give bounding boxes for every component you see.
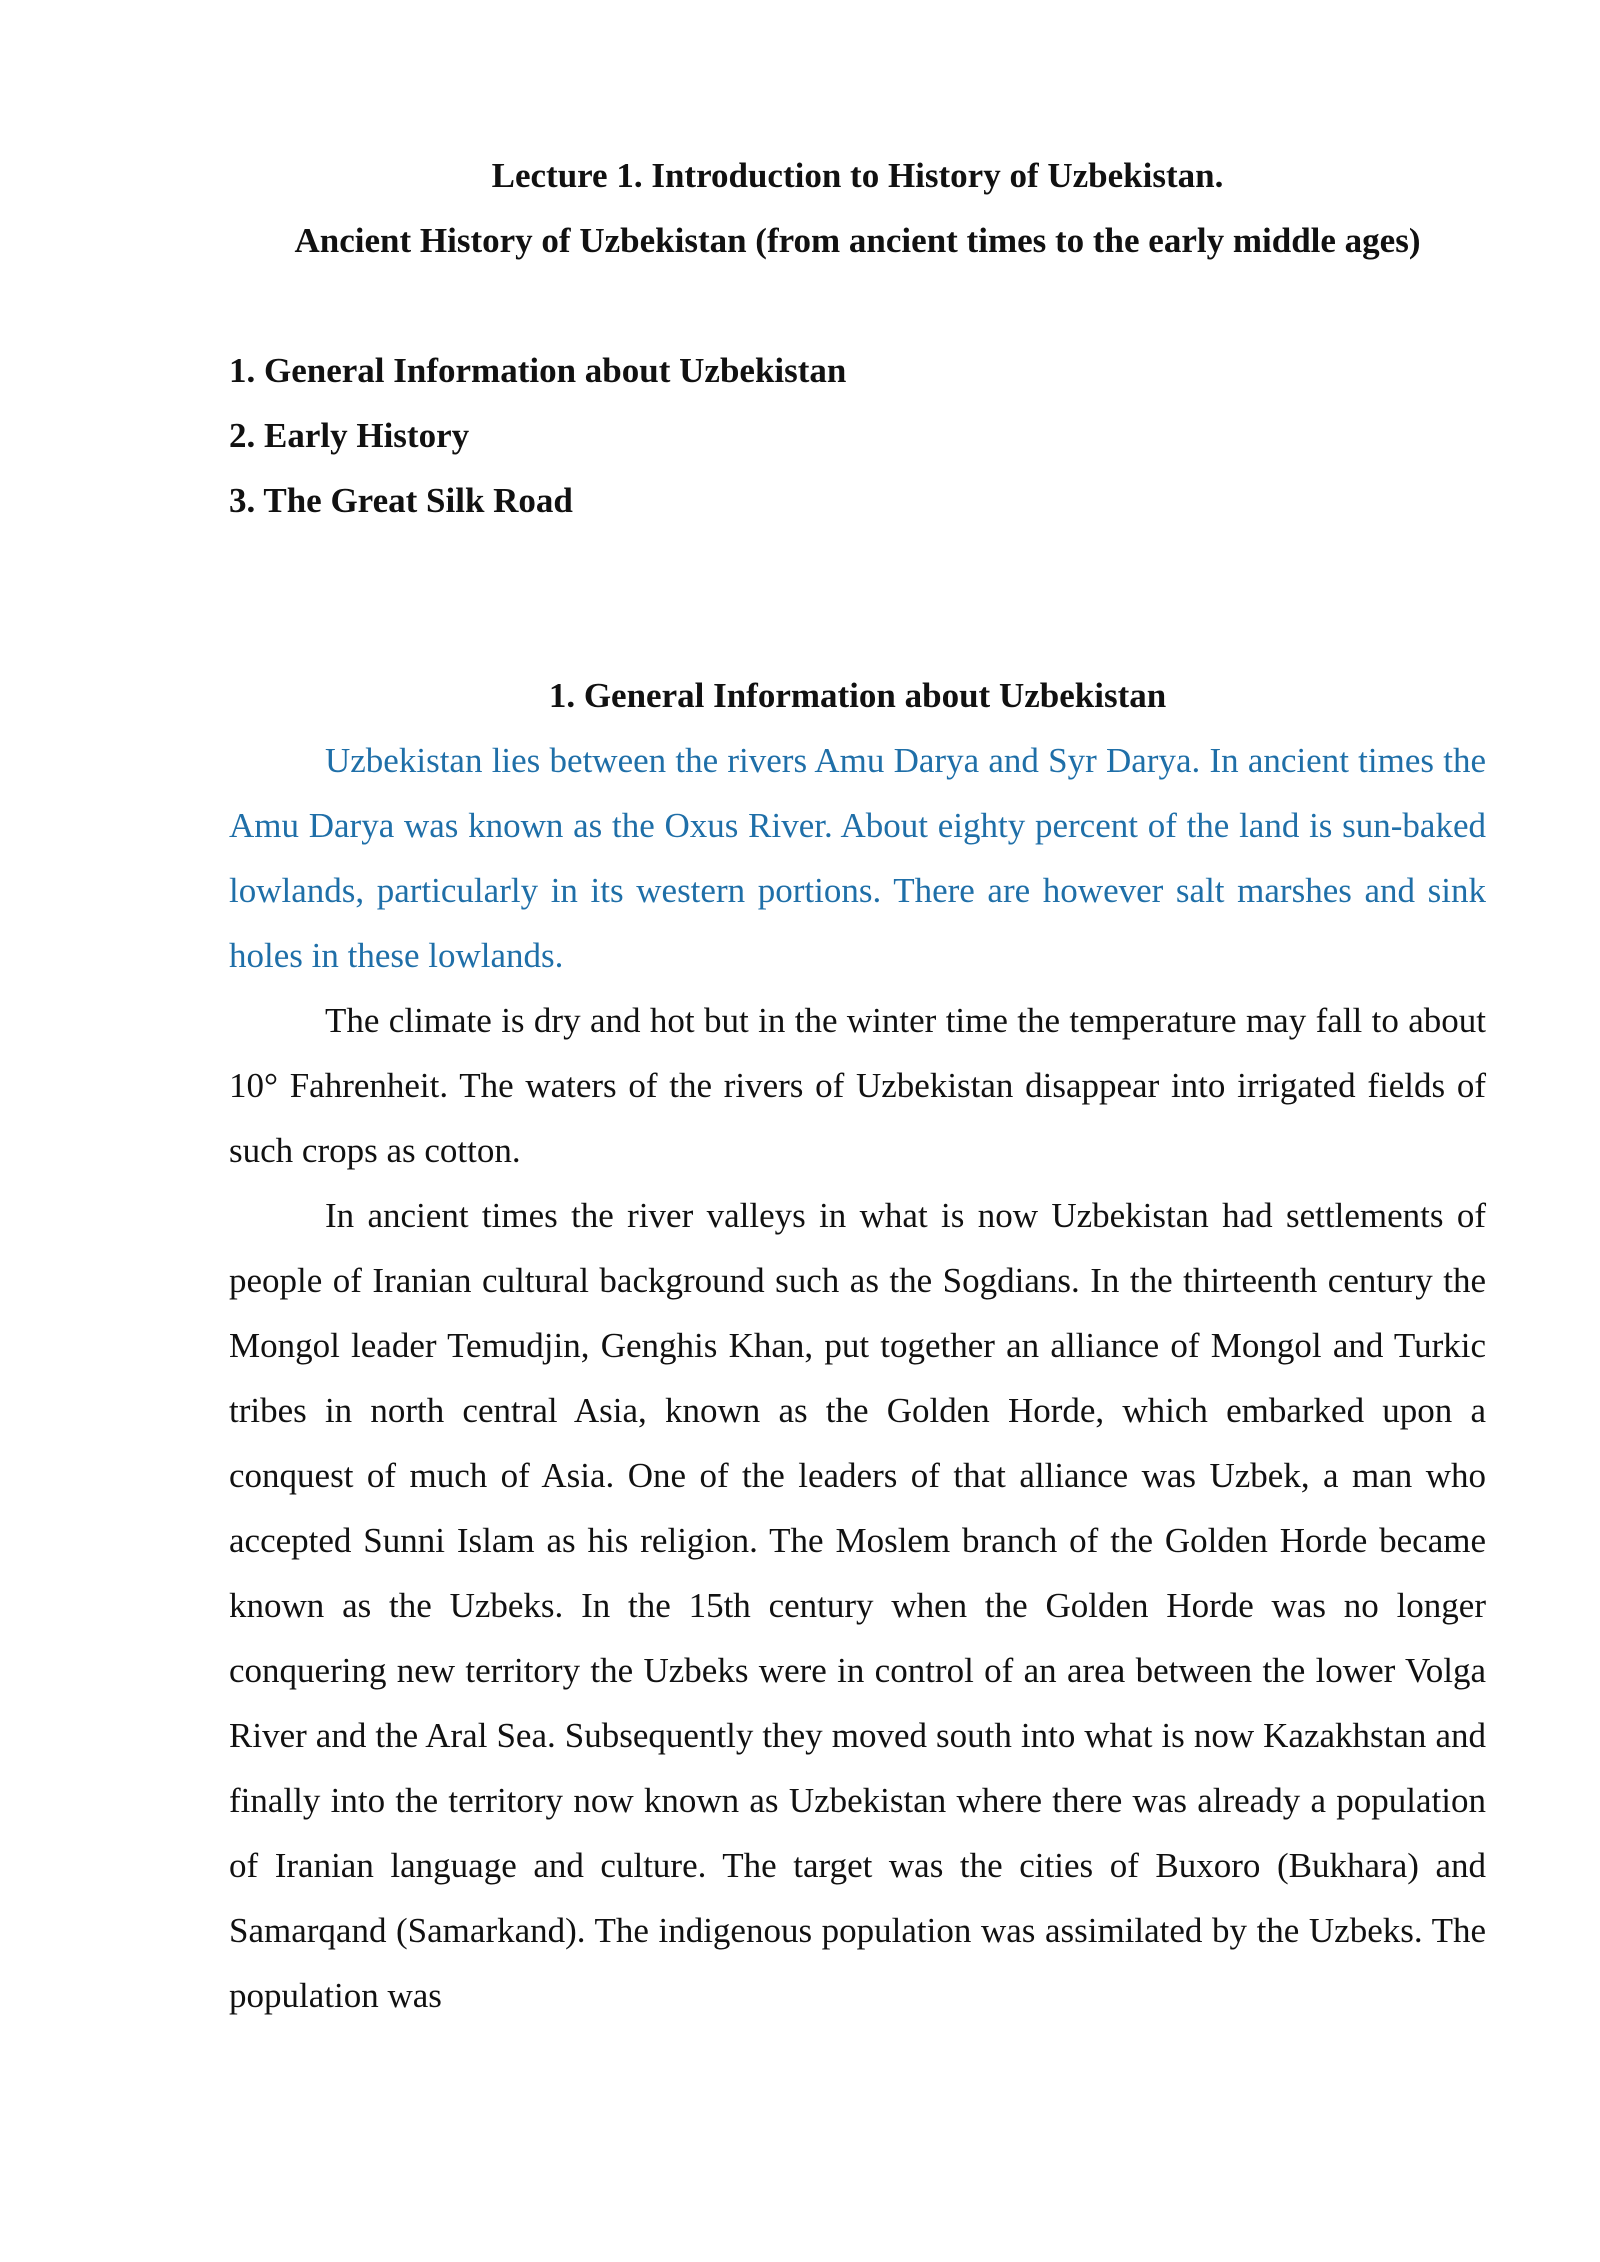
section-heading: 1. General Information about Uzbekistan xyxy=(548,676,1167,715)
paragraph-climate: The climate is dry and hot but in the winter time the temperature may fall to about 10° Fahrenheit. The waters of the rivers of Uzbekistan disappear into irrigated fields of such crops as cotton. xyxy=(229,1001,1486,1170)
lecture-subtitle: Ancient History of Uzbekistan (from ancient times to the early middle ages) xyxy=(294,221,1421,260)
paragraph-geography: Uzbekistan lies between the rivers Amu Darya and Syr Darya. In ancient times the Amu Darya was known as the Oxus River. About eighty percent of the land is sun-baked lowlands, particularly in its western portions. There are however salt marshes and sink holes in these lowlands. xyxy=(229,741,1486,975)
document-page xyxy=(229,0,1486,2028)
paragraph-history: In ancient times the river valleys in what is now Uzbekistan had settlements of people of Iranian cultural background such as the Sogdians. In the thirteenth century the Mongol leader Temudjin, Genghis Khan, put together an alliance of Mongol and Turkic tribes in north central Asia, known as the Golden Horde, which embarked upon a conquest of much of Asia. One of the leaders of that alliance was Uzbek, a man who accepted Sunni Islam as his religion. The Moslem branch of the Golden Horde became known as the Uzbeks. In the 15th century when the Golden Horde was no longer conquering new territory the Uzbeks were in control of an area between the lower Volga River and the Aral Sea. Subsequently they moved south into what is now Kazakhstan and finally into the territory now known as Uzbekistan where there was already a population of Iranian language and culture. The target was the cities of Buxoro (Bukhara) and Samarqand (Samarkand). The indigenous population was assimilated by the Uzbeks. The population was xyxy=(229,1196,1486,2015)
lecture-title: Lecture 1. Introduction to History of Uzbekistan. xyxy=(491,156,1224,195)
toc-item-general-information: 1. General Information about Uzbekistan xyxy=(229,351,847,390)
table-of-contents xyxy=(229,338,1486,533)
toc-item-great-silk-road: 3. The Great Silk Road xyxy=(229,481,573,520)
toc-item-early-history: 2. Early History xyxy=(229,416,470,455)
